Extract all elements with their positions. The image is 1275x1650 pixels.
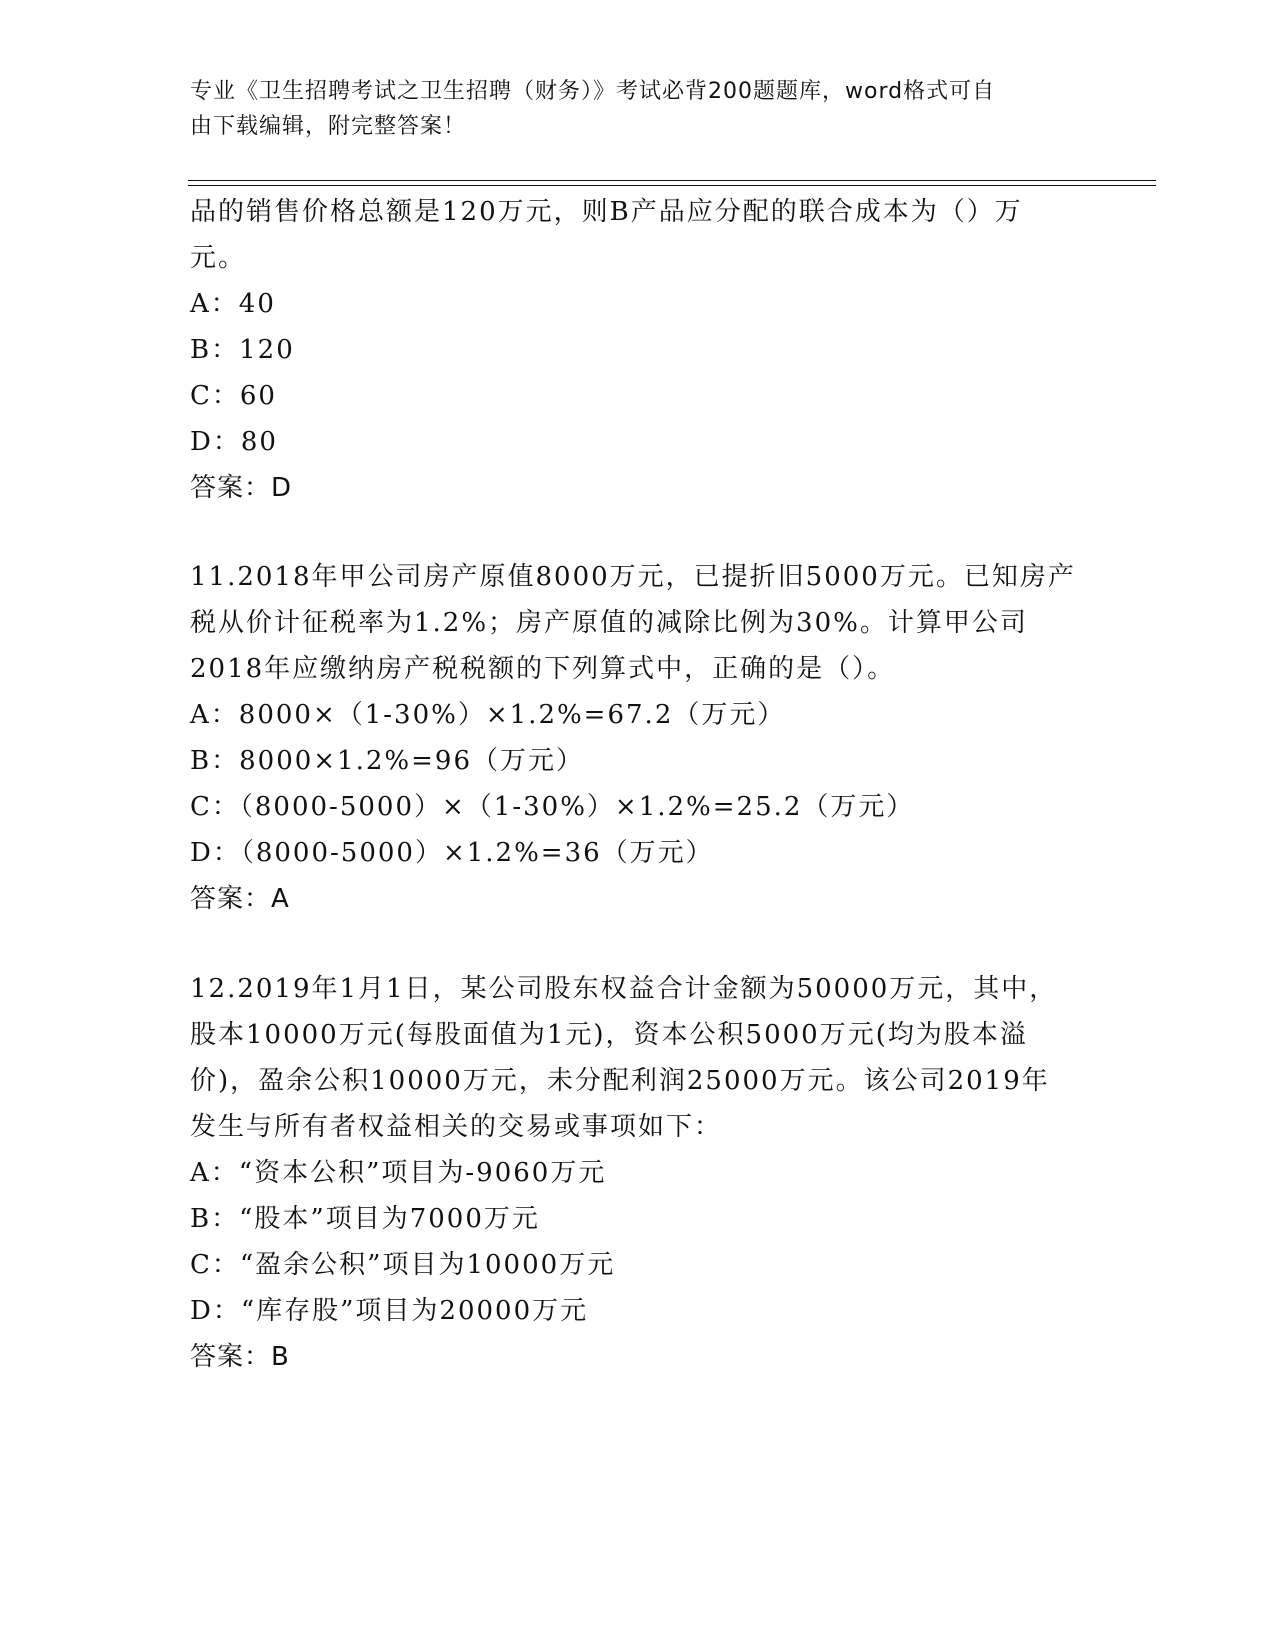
question-10-answer: 答案：D <box>190 473 293 503</box>
question-10-option-a: A：40 <box>190 289 276 319</box>
question-11-stem-line: 2018年应缴纳房产税税额的下列算式中，正确的是（）。 <box>190 654 896 684</box>
question-12-stem-line: 12.2019年1月1日，某公司股东权益合计金额为50000万元，其中， <box>190 974 1058 1004</box>
question-12-option-c: C：“盈余公积”项目为10000万元 <box>190 1250 616 1280</box>
header-divider-top <box>188 180 1156 181</box>
question-10-stem-line: 元。 <box>190 243 247 273</box>
question-10-stem-line: 品的销售价格总额是120万元，则B产品应分配的联合成本为（）万 <box>190 197 1023 227</box>
document-header <box>190 74 1070 144</box>
header-line-1: 专业《卫生招聘考试之卫生招聘（财务）》考试必背200题题库，word格式可自 <box>190 79 996 104</box>
question-11-stem-line: 税从价计征税率为1.2%；房产原值的减除比例为30%。计算甲公司 <box>190 608 1028 638</box>
question-12-option-a: A：“资本公积”项目为-9060万元 <box>190 1158 607 1188</box>
question-10-option-d: D：80 <box>190 427 278 457</box>
question-12-option-b: B：“股本”项目为7000万元 <box>190 1204 540 1234</box>
question-11-option-a: A：8000×（1-30%）×1.2%=67.2（万元） <box>190 700 786 730</box>
question-12-option-d: D：“库存股”项目为20000万元 <box>190 1296 589 1326</box>
question-11-stem-line: 11.2018年甲公司房产原值8000万元，已提折旧5000万元。已知房产 <box>190 562 1076 592</box>
question-11-option-c: C：（8000-5000）×（1-30%）×1.2%=25.2（万元） <box>190 792 915 822</box>
header-line-2: 由下载编辑，附完整答案！ <box>190 114 467 139</box>
question-10 <box>190 189 1090 511</box>
question-11 <box>190 554 1090 922</box>
question-12-stem-line: 发生与所有者权益相关的交易或事项如下： <box>190 1112 723 1142</box>
header-divider-bottom <box>188 185 1156 186</box>
question-11-option-d: D：（8000-5000）×1.2%=36（万元） <box>190 838 714 868</box>
question-12-stem-line: 股本10000万元(每股面值为1元)，资本公积5000万元(均为股本溢 <box>190 1020 1028 1050</box>
question-10-option-b: B：120 <box>190 335 295 365</box>
question-10-option-c: C：60 <box>190 381 277 411</box>
question-12-stem-line: 价)，盈余公积10000万元，未分配利润25000万元。该公司2019年 <box>190 1066 1050 1096</box>
question-12-answer: 答案：B <box>190 1342 290 1372</box>
question-12 <box>190 966 1090 1380</box>
question-11-option-b: B：8000×1.2%=96（万元） <box>190 746 584 776</box>
question-11-answer: 答案：A <box>190 884 290 914</box>
